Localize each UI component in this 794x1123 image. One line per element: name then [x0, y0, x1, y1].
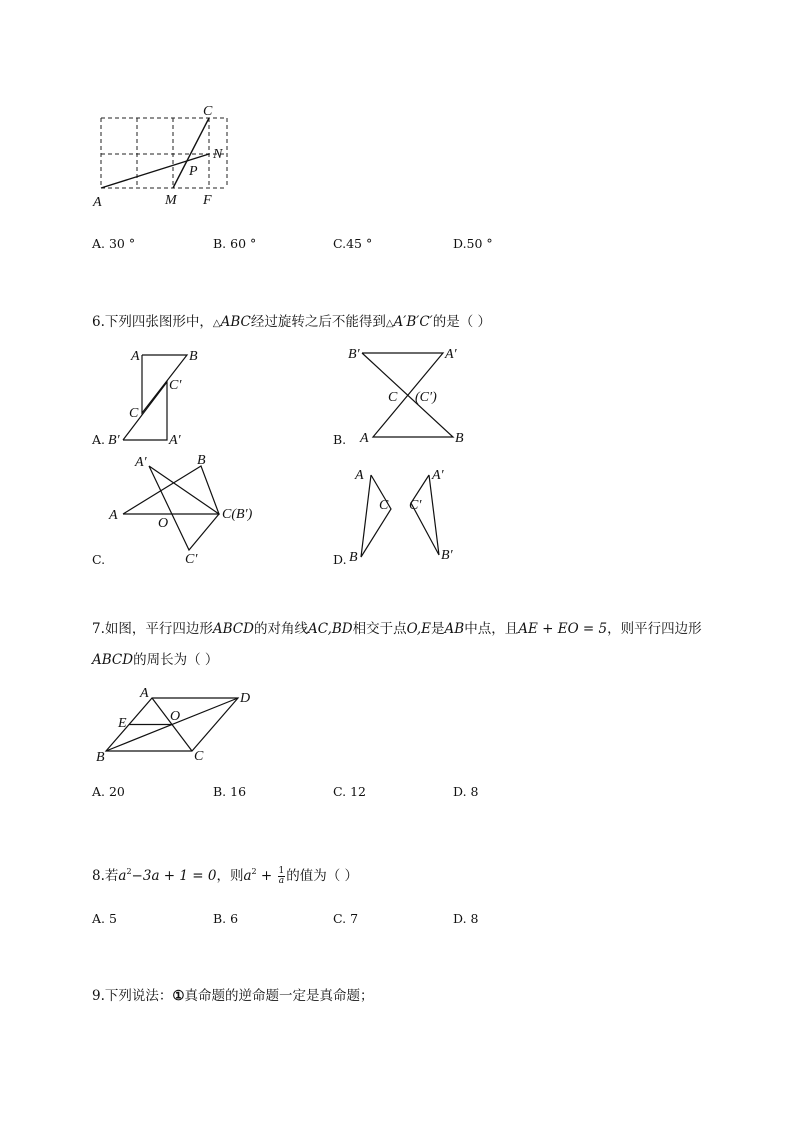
- svg-text:B: B: [197, 453, 206, 468]
- svg-text:A: A: [140, 686, 149, 701]
- q6-figure-b: [345, 343, 475, 452]
- svg-text:C′: C′: [169, 378, 182, 393]
- svg-text:B: B: [349, 550, 358, 565]
- svg-text:C: C: [129, 406, 139, 421]
- svg-text:C′: C′: [409, 498, 422, 513]
- q6-option-d[interactable]: D.: [333, 552, 347, 567]
- q6-option-a[interactable]: A.: [92, 432, 106, 447]
- svg-text:B: B: [189, 349, 198, 364]
- svg-text:E: E: [118, 716, 127, 731]
- q8-stem: 8.若$a^2-3a + 1 = 0$，则$a^2$ + $\frac{1}{a}$ 的值为（ ）: [92, 866, 359, 886]
- q7-option-c[interactable]: C. 12: [333, 784, 366, 799]
- q8-fraction: $\frac{1}{a}$: [278, 866, 285, 886]
- q7-stem-line1: 7.如图，平行四边形ABCD的对角线AC,BD相交于点O,E是AB中点，且AE + EO = 5，则平行四边形: [92, 621, 702, 637]
- q8-option-d[interactable]: D. 8: [453, 911, 479, 926]
- q6-option-b[interactable]: B.: [333, 432, 347, 447]
- q6-option-c[interactable]: C.: [92, 552, 106, 567]
- q7-option-b[interactable]: B. 16: [213, 784, 247, 799]
- label-F: F: [203, 193, 212, 208]
- q5-option-b[interactable]: B. 60 °: [213, 236, 257, 251]
- q8-option-b[interactable]: B. 6: [213, 911, 239, 926]
- svg-text:A′: A′: [445, 347, 457, 362]
- q7-option-d[interactable]: D. 8: [453, 784, 479, 799]
- svg-text:A: A: [109, 508, 118, 523]
- svg-text:B′: B′: [441, 548, 453, 563]
- q5-option-a[interactable]: A. 30 °: [92, 236, 136, 251]
- svg-text:B′: B′: [108, 433, 120, 448]
- svg-text:A: A: [131, 349, 140, 364]
- svg-text:B: B: [455, 431, 464, 446]
- svg-text:O: O: [158, 516, 169, 531]
- svg-text:A′: A′: [169, 433, 181, 448]
- svg-text:C: C: [379, 498, 389, 513]
- q6-figure-d: [345, 463, 465, 572]
- svg-text:C: C: [194, 749, 204, 764]
- q8-option-c[interactable]: C. 7: [333, 911, 359, 926]
- svg-text:B′: B′: [348, 347, 360, 362]
- label-M: M: [165, 193, 177, 208]
- q5-option-d[interactable]: D.50 °: [453, 236, 493, 251]
- q8-option-a[interactable]: A. 5: [92, 911, 117, 926]
- svg-text:C(B′): C(B′): [222, 507, 253, 522]
- q7-stem-line2: ABCD的周长为（ ）: [92, 652, 219, 668]
- svg-text:A: A: [355, 468, 364, 483]
- q7-parallelogram-figure: [92, 683, 262, 772]
- svg-text:A′: A′: [135, 455, 147, 470]
- svg-text:O: O: [170, 709, 181, 724]
- svg-text:A′: A′: [432, 468, 444, 483]
- svg-text:C′: C′: [185, 552, 198, 567]
- svg-text:A: A: [360, 431, 369, 446]
- q6-figure-a: [105, 345, 205, 454]
- q5-option-c[interactable]: C.45 °: [333, 236, 373, 251]
- q9-stem: 9.下列说法：①真命题的逆命题一定是真命题；: [92, 988, 374, 1004]
- q5-grid-figure: [85, 100, 245, 216]
- label-A: A: [93, 195, 102, 210]
- svg-text:B: B: [96, 750, 105, 765]
- label-N: N: [213, 147, 223, 162]
- label-C: C: [203, 104, 213, 119]
- q6-figure-c: [105, 450, 275, 574]
- svg-text:(C′): (C′): [415, 390, 437, 405]
- svg-text:D: D: [240, 691, 251, 706]
- label-P: P: [189, 164, 198, 179]
- q6-stem: 6.下列四张图形中，△ABC经过旋转之后不能得到△A′B′C′的是（ ）: [92, 314, 492, 330]
- svg-text:C: C: [388, 390, 398, 405]
- q7-option-a[interactable]: A. 20: [92, 784, 125, 799]
